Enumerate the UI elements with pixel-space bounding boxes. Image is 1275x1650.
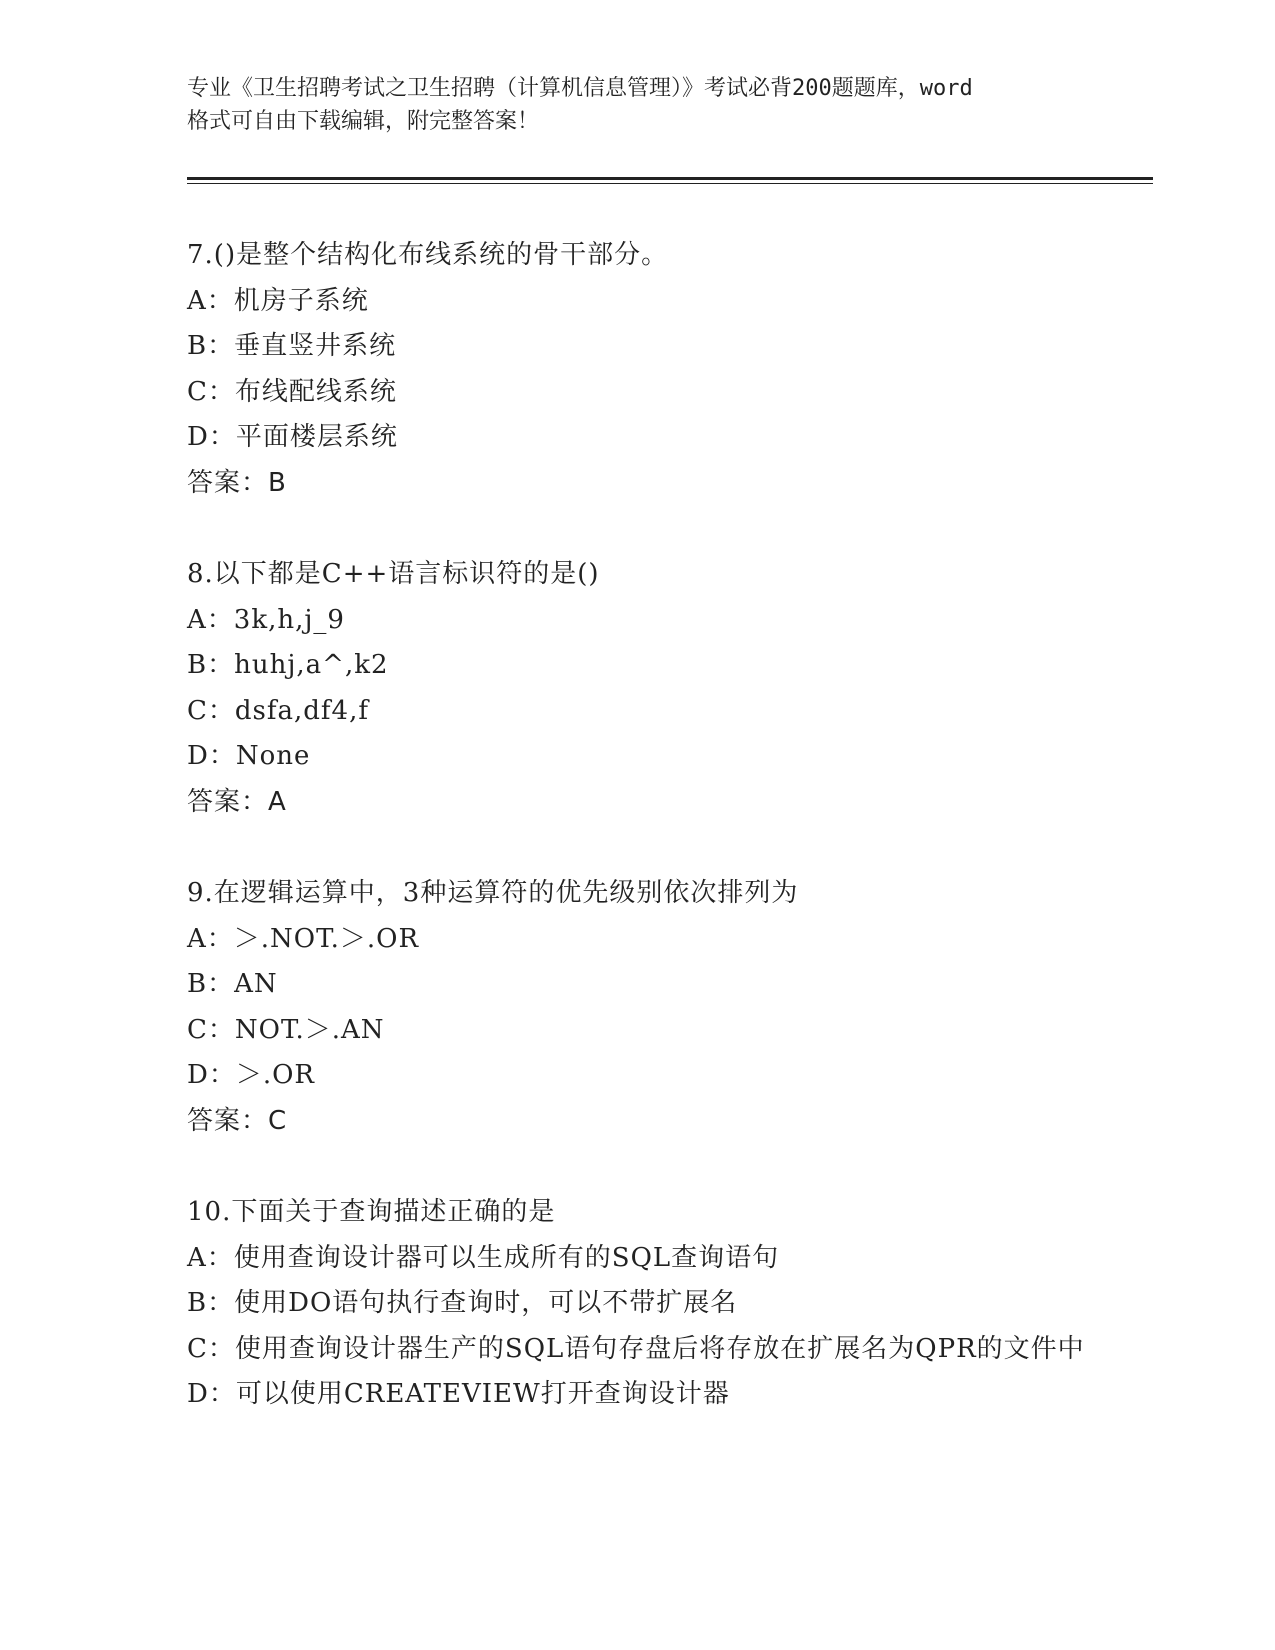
option-d: D：＞.OR — [187, 1060, 316, 1090]
question-9 — [187, 871, 1087, 1144]
option-a: A：3k,h,j_9 — [187, 604, 345, 635]
question-stem: 8.以下都是C++语言标识符的是() — [187, 559, 600, 589]
question-8 — [187, 552, 1087, 825]
option-a: A：机房子系统 — [187, 285, 369, 316]
option-c: C：NOT.＞.AN — [187, 1014, 385, 1045]
header-divider-thick — [187, 177, 1153, 180]
answer: 答案：B — [187, 467, 287, 498]
option-b: B：使用DO语句执行查询时，可以不带扩展名 — [187, 1288, 738, 1318]
document-header — [187, 72, 1087, 138]
answer: 答案：C — [187, 1105, 288, 1136]
option-b: B：huhj,a^,k2 — [187, 650, 389, 680]
option-d: D：平面楼层系统 — [187, 422, 398, 452]
option-a: A：使用查询设计器可以生成所有的SQL查询语句 — [187, 1242, 780, 1273]
option-c: C：dsfa,df4,f — [187, 695, 369, 726]
header-divider-thin — [187, 183, 1153, 184]
question-stem: 9.在逻辑运算中，3种运算符的优先级别依次排列为 — [187, 878, 799, 908]
option-b: B：垂直竖井系统 — [187, 331, 397, 361]
option-d: D：可以使用CREATEVIEW打开查询设计器 — [187, 1379, 730, 1409]
option-a: A：＞.NOT.＞.OR — [187, 923, 420, 954]
question-stem: 7.()是整个结构化布线系统的骨干部分。 — [187, 240, 669, 270]
option-c: C：使用查询设计器生产的SQL语句存盘后将存放在扩展名为QPR的文件中 — [187, 1333, 1085, 1364]
header-line-1: 专业《卫生招聘考试之卫生招聘（计算机信息管理）》考试必背200题题库，word — [187, 76, 973, 101]
question-7 — [187, 233, 1087, 506]
question-10 — [187, 1190, 1087, 1418]
header-line-2: 格式可自由下载编辑，附完整答案！ — [187, 109, 540, 134]
option-b: B：AN — [187, 969, 278, 999]
option-d: D：None — [187, 741, 311, 771]
option-c: C：布线配线系统 — [187, 376, 397, 407]
question-stem: 10.下面关于查询描述正确的是 — [187, 1197, 556, 1227]
answer: 答案：A — [187, 786, 287, 817]
